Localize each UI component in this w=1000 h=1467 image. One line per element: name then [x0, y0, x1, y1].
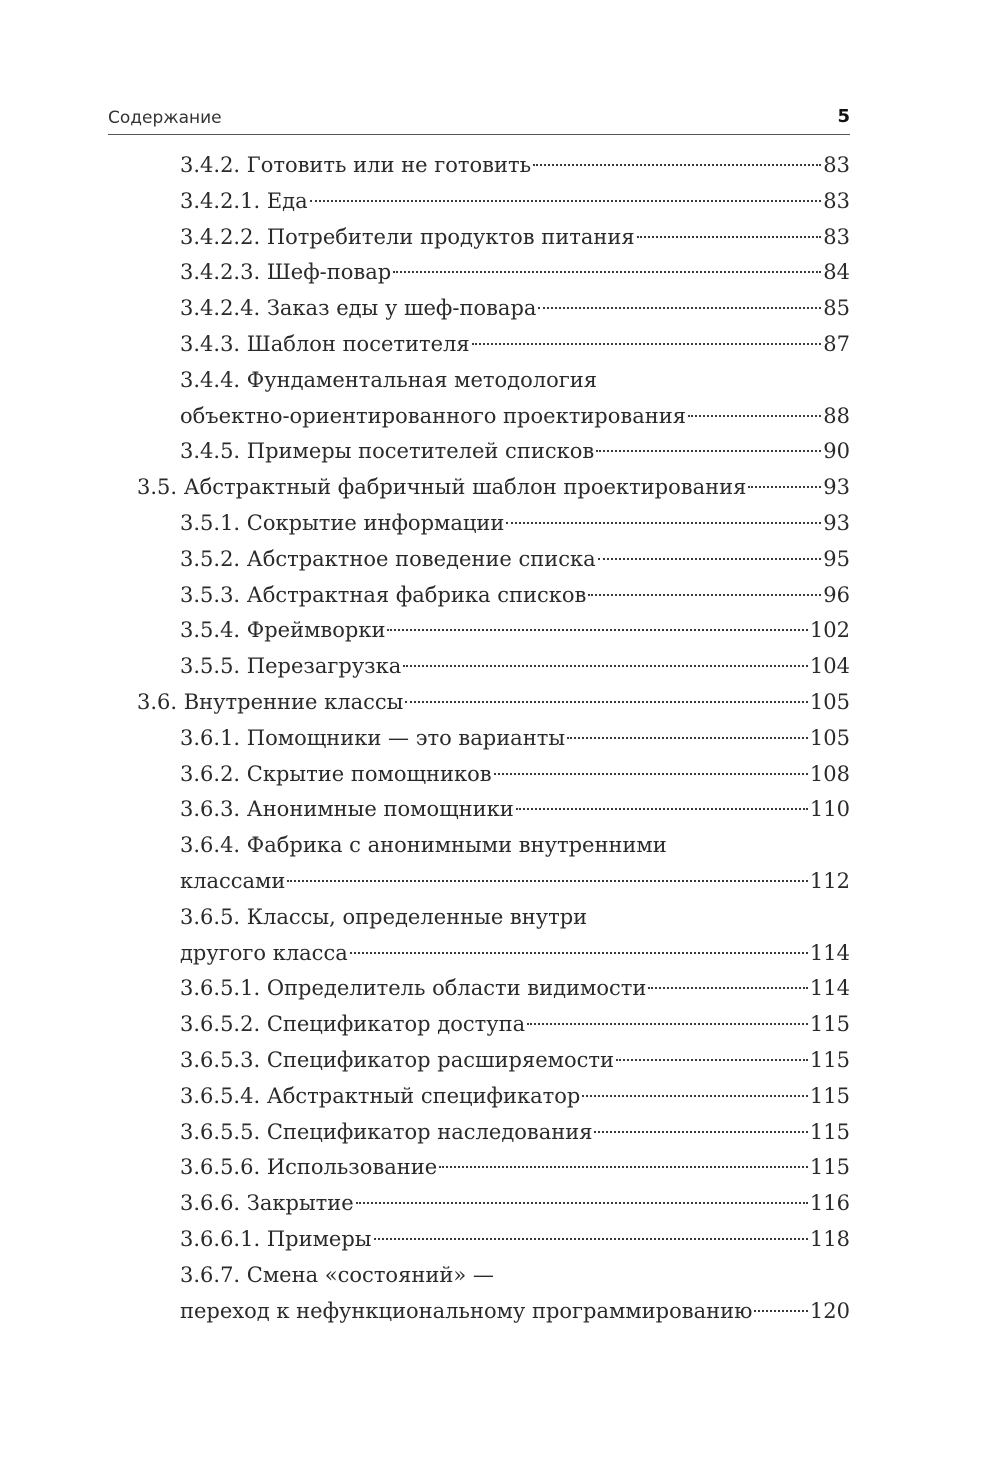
toc-entry-page: 83	[823, 188, 850, 213]
toc-dot-leader	[472, 343, 822, 345]
toc-entry-title: 3.4.2.3. Шеф-повар	[180, 260, 392, 285]
toc-entry-page: 105	[809, 689, 850, 714]
toc-dot-leader	[598, 558, 822, 560]
toc-entry	[0, 1007, 1000, 1043]
toc-dot-leader	[582, 1095, 808, 1097]
toc-entry	[0, 542, 1000, 578]
toc-entry-title: 3.5.4. Фреймворки	[180, 618, 386, 643]
toc-entry-title: переход к нефункциональному программированию	[180, 1298, 753, 1323]
toc-entry	[0, 291, 1000, 327]
toc-dot-leader	[405, 701, 808, 703]
toc-dot-leader	[506, 522, 821, 524]
toc-dot-leader	[616, 1059, 808, 1061]
toc-entry	[0, 1079, 1000, 1115]
toc-entry-title: 3.6.4. Фабрика с анонимными внутренними	[180, 833, 667, 858]
toc-entry-title: 3.6.5.2. Спецификатор доступа	[180, 1012, 526, 1037]
toc-dot-leader	[533, 164, 821, 166]
toc-entry-title: 3.5. Абстрактный фабричный шаблон проектирования	[137, 475, 747, 500]
toc-entry-page: 95	[823, 546, 850, 571]
toc-entry	[0, 327, 1000, 363]
toc-entry-page: 96	[823, 582, 850, 607]
toc-entry	[0, 506, 1000, 542]
toc-entry-page: 110	[809, 797, 850, 822]
toc-entry-page: 93	[823, 510, 850, 535]
toc-entry	[0, 792, 1000, 828]
toc-dot-leader	[748, 486, 821, 488]
toc-entry	[0, 184, 1000, 220]
toc-entry	[0, 613, 1000, 649]
toc-entry	[0, 721, 1000, 757]
toc-dot-leader	[527, 1023, 808, 1025]
toc-entry-title: 3.4.2. Готовить или не готовить	[180, 153, 532, 177]
toc-entry	[0, 828, 1000, 864]
toc-entry	[0, 971, 1000, 1007]
toc-entry-title: 3.4.3. Шаблон посетителя	[180, 331, 470, 356]
toc-entry-title: 3.6.5.1. Определитель области видимости	[180, 976, 647, 1001]
toc-dot-leader	[516, 808, 808, 810]
toc-entry-page: 116	[809, 1191, 850, 1216]
toc-entry	[0, 399, 1000, 435]
toc-entry-page: 120	[809, 1298, 850, 1323]
toc-entry-title: 3.4.4. Фундаментальная методология	[180, 367, 597, 392]
toc-entry	[0, 649, 1000, 685]
table-of-contents	[0, 148, 1000, 1329]
toc-dot-leader	[393, 271, 821, 273]
toc-entry-title: 3.4.2.2. Потребители продуктов питания	[180, 224, 635, 249]
toc-entry-page: 114	[809, 976, 850, 1001]
toc-entry-page: 83	[823, 224, 850, 249]
toc-entry-title: 3.6.5. Классы, определенные внутри	[180, 904, 588, 929]
toc-entry-title: 3.4.5. Примеры посетителей списков	[180, 439, 595, 464]
toc-entry-page: 115	[809, 1155, 850, 1180]
toc-entry-title: 3.5.5. Перезагрузка	[180, 654, 402, 679]
toc-entry-page: 88	[823, 403, 850, 428]
toc-dot-leader	[374, 1238, 808, 1240]
toc-dot-leader	[538, 307, 821, 309]
header-section-title: Содержание	[108, 108, 222, 128]
toc-entry-page: 115	[809, 1047, 850, 1072]
toc-dot-leader	[310, 200, 822, 202]
toc-entry	[0, 685, 1000, 721]
toc-entry-title: 3.6. Внутренние классы	[137, 689, 404, 714]
toc-entry	[0, 1258, 1000, 1294]
toc-dot-leader	[754, 1310, 808, 1312]
toc-entry	[0, 1150, 1000, 1186]
toc-entry	[0, 220, 1000, 256]
toc-entry-title: 3.4.2.4. Заказ еды у шеф-повара	[180, 296, 537, 321]
toc-entry	[0, 470, 1000, 506]
toc-entry-title: 3.6.2. Скрытие помощников	[180, 761, 492, 786]
toc-entry	[0, 1294, 1000, 1330]
toc-entry-page: 83	[823, 153, 850, 177]
toc-dot-leader	[387, 629, 807, 631]
toc-dot-leader	[637, 236, 822, 238]
toc-entry-title: 3.6.5.6. Использование	[180, 1155, 438, 1180]
toc-dot-leader	[356, 1202, 808, 1204]
toc-dot-leader	[439, 1166, 808, 1168]
toc-entry-page: 115	[809, 1119, 850, 1144]
toc-entry	[0, 1222, 1000, 1258]
toc-entry-title: 3.5.3. Абстрактная фабрика списков	[180, 582, 587, 607]
toc-entry	[0, 1115, 1000, 1151]
toc-entry-title: 3.6.6.1. Примеры	[180, 1226, 372, 1251]
toc-entry-page: 90	[823, 439, 850, 464]
toc-entry	[0, 363, 1000, 399]
toc-entry	[0, 255, 1000, 291]
toc-entry	[0, 1186, 1000, 1222]
toc-entry-page: 118	[809, 1226, 850, 1251]
toc-entry-title: объектно-ориентированного проектирования	[180, 403, 686, 428]
toc-entry	[0, 936, 1000, 972]
toc-entry-page: 102	[809, 618, 850, 643]
toc-entry-page: 85	[823, 296, 850, 321]
toc-dot-leader	[688, 415, 821, 417]
toc-entry-page: 87	[823, 331, 850, 356]
toc-entry-page: 104	[809, 654, 850, 679]
toc-entry-page: 84	[823, 260, 850, 285]
toc-entry-page: 105	[809, 725, 850, 750]
toc-entry	[0, 578, 1000, 614]
toc-entry-title: 3.6.7. Смена «состояний» —	[180, 1262, 494, 1287]
toc-entry-title: 3.6.5.3. Спецификатор расширяемости	[180, 1047, 614, 1072]
running-header	[108, 106, 850, 135]
toc-entry-page: 108	[809, 761, 850, 786]
toc-dot-leader	[403, 665, 808, 667]
toc-entry-page: 115	[809, 1083, 850, 1108]
toc-dot-leader	[567, 737, 808, 739]
toc-entry-page: 112	[809, 868, 850, 893]
toc-entry	[0, 1043, 1000, 1079]
toc-entry-page: 114	[809, 940, 850, 965]
toc-entry-title: 3.6.1. Помощники — это варианты	[180, 725, 566, 750]
toc-dot-leader	[350, 952, 808, 954]
toc-entry-title: 3.6.5.4. Абстрактный спецификатор	[180, 1083, 581, 1108]
toc-entry	[0, 864, 1000, 900]
toc-dot-leader	[588, 594, 821, 596]
toc-dot-leader	[648, 987, 808, 989]
toc-entry-title: другого класса	[180, 940, 348, 965]
toc-entry-title: классами	[180, 868, 286, 893]
toc-entry-title: 3.6.6. Закрытие	[180, 1191, 354, 1216]
toc-entry	[0, 900, 1000, 936]
toc-entry	[0, 148, 1000, 184]
toc-entry-page: 93	[823, 475, 850, 500]
toc-entry-title: 3.5.2. Абстрактное поведение списка	[180, 546, 596, 571]
toc-entry	[0, 434, 1000, 470]
toc-entry-title: 3.6.5.5. Спецификатор наследования	[180, 1119, 593, 1144]
toc-entry-title: 3.4.2.1. Еда	[180, 188, 308, 213]
toc-dot-leader	[287, 880, 808, 882]
toc-entry	[0, 757, 1000, 793]
toc-entry-page: 115	[809, 1012, 850, 1037]
toc-dot-leader	[494, 773, 808, 775]
toc-dot-leader	[594, 1131, 807, 1133]
toc-entry-title: 3.5.1. Сокрытие информации	[180, 510, 505, 535]
toc-entry-title: 3.6.3. Анонимные помощники	[180, 797, 514, 822]
header-page-number: 5	[837, 106, 850, 127]
toc-dot-leader	[596, 450, 821, 452]
